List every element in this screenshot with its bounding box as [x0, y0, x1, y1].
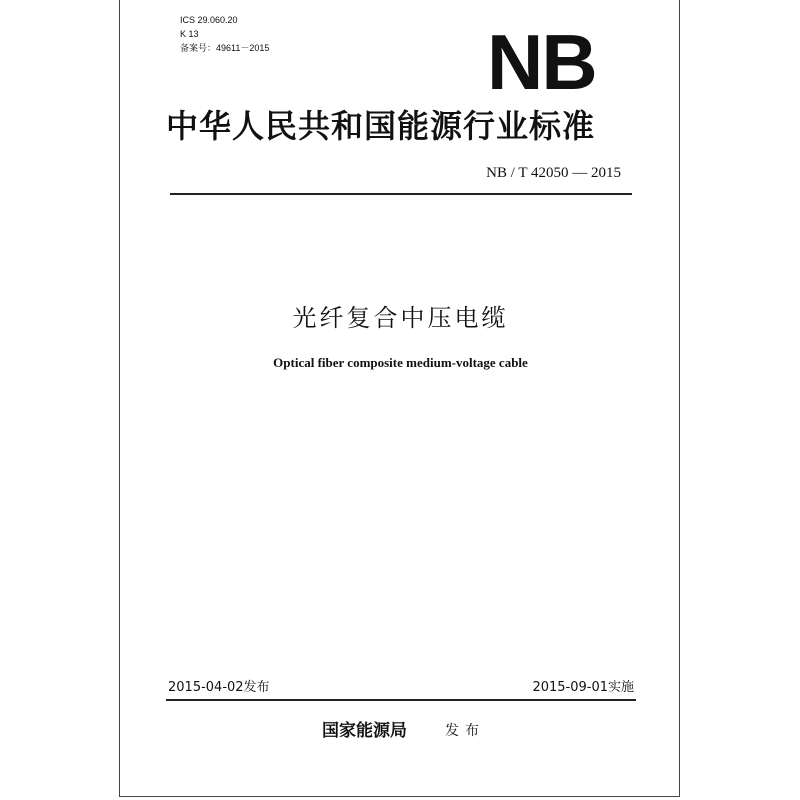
organization-title: 中华人民共和国能源行业标准: [166, 107, 596, 145]
issue-date: 2015-04-02发布: [168, 680, 270, 695]
standard-number: NB / T 42050 — 2015: [486, 165, 621, 181]
implementation-date: 2015-09-01实施: [532, 680, 634, 695]
ics-code: ICS 29.060.20: [180, 15, 238, 25]
filing-number: 备案号：49611－2015: [180, 43, 270, 53]
chinese-title: 光纤复合中压电缆: [292, 304, 509, 332]
english-title: Optical fiber composite medium-voltage cable: [273, 355, 528, 370]
nb-logo: NB: [487, 18, 596, 106]
header-divider: [170, 193, 632, 195]
standard-cover-page: [119, 0, 680, 797]
issuing-authority: 国家能源局: [322, 721, 407, 741]
classification-code: K 13: [180, 29, 199, 39]
publish-label: 发布: [445, 723, 485, 739]
footer-divider: [166, 699, 636, 701]
